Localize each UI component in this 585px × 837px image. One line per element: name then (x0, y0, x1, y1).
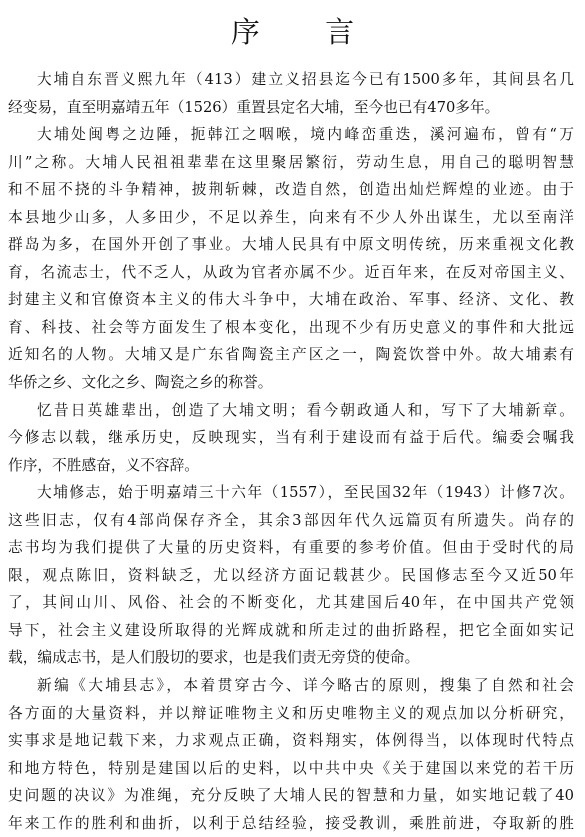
text-line: 了，其间山川、风俗、社会的不断变化，尤其建国后40年，在中国共产党领 (8, 594, 574, 612)
text-line: 封建主义和官僚资本主义的伟大斗争中，大埔在政治、军事、经济、文化、教 (8, 291, 574, 309)
page-title: 序 言 (230, 15, 383, 49)
text-line: 限，观点陈旧，资料缺乏，尤以经济方面记载甚少。民国修志至今又近50年 (8, 566, 574, 584)
text-line: 川”之称。大埔人民祖祖辈辈在这里聚居繁衍，劳动生息，用自己的聪明智慧 (8, 153, 574, 171)
paragraph (8, 672, 574, 837)
text-line: 和不屈不挠的斗争精神，披荆斩棘，改造自然，创造出灿烂辉煌的业迹。由于 (8, 181, 574, 199)
preface-body (8, 66, 574, 837)
text-line: 今修志以载，继承历史，反映现实，当有利于建设而有益于后代。编委会嘱我 (8, 429, 574, 447)
text-line: 志书均为我们提供了大量的历史资料，有重要的参考价值。但由于受时代的局 (8, 539, 574, 557)
paragraph (8, 479, 574, 672)
text-line: 本县地少山多，人多田少，不足以养生，向来有不少人外出谋生，尤以至南洋 (8, 208, 574, 226)
text-line: 华侨之乡、文化之乡、陶瓷之乡的称誉。 (8, 374, 273, 392)
paragraph (8, 66, 574, 121)
text-line: 史问题的决议》为准绳，充分反映了大埔人民的智慧和力量，如实地记载了40 (8, 787, 574, 805)
text-line: 群岛为多，在国外开创了事业。大埔人民具有中原文明传统，历来重视文化教 (8, 236, 574, 254)
text-line: 年来工作的胜利和曲折，以利于总结经验，接受教训，乘胜前进，夺取新的胜 (8, 814, 574, 832)
text-line: 和地方特色，特别是建国以后的史料，以中共中央《关于建国以来党的若干历 (8, 759, 574, 777)
paragraph (8, 397, 574, 480)
text-line: 作序，不胜感奋，义不容辞。 (8, 456, 199, 474)
text-line: 近知名的人物。大埔又是广东省陶瓷主产区之一，陶瓷饮誉中外。故大埔素有 (8, 346, 574, 364)
text-line: 育，名流志士，代不乏人，从政为官者亦属不少。近百年来，在反对帝国主义、 (8, 263, 574, 281)
text-line: 载，编成志书，是人们殷切的要求，也是我们责无旁贷的使命。 (8, 649, 420, 667)
text-line: 各方面的大量资料，并以辩证唯物主义和历史唯物主义的观点加以分析研究， (8, 704, 574, 722)
text-line: 新编《大埔县志》，本着贯穿古今、详今略古的原则，搜集了自然和社会 (37, 677, 574, 695)
text-line: 导下，社会主义建设所取得的光辉成就和所走过的曲折路程，把它全面如实记 (8, 621, 574, 639)
text-line: 忆昔日英雄辈出，创造了大埔文明；看今朝政通人和，写下了大埔新章。 (37, 401, 574, 419)
text-line: 育、科技、社会等方面发生了根本变化，出现不少有历史意义的事件和大批远 (8, 318, 574, 336)
text-line: 大埔处闽粤之边陲，扼韩江之咽喉，境内峰峦重迭，溪河遍布，曾有“万 (37, 126, 574, 144)
text-line: 大埔修志，始于明嘉靖三十六年（1557），至民国32年（1943）计修7次。 (37, 484, 574, 502)
text-line: 实事求是地记载下来，力求观点正确，资料翔实，体例得当，以体现时代特点 (8, 732, 574, 750)
text-line: 大埔自东晋义熙九年（413）建立义招县迄今已有1500多年，其间县名几 (37, 71, 574, 88)
text-line: 经变易，直至明嘉靖五年（1526）重置县定名大埔，至今也已有470多年。 (8, 98, 500, 116)
paragraph (8, 121, 574, 396)
text-line: 这些旧志，仅有4部尚保存齐全，其余3部因年代久远篇页有所遗失。尚存的 (8, 511, 574, 529)
